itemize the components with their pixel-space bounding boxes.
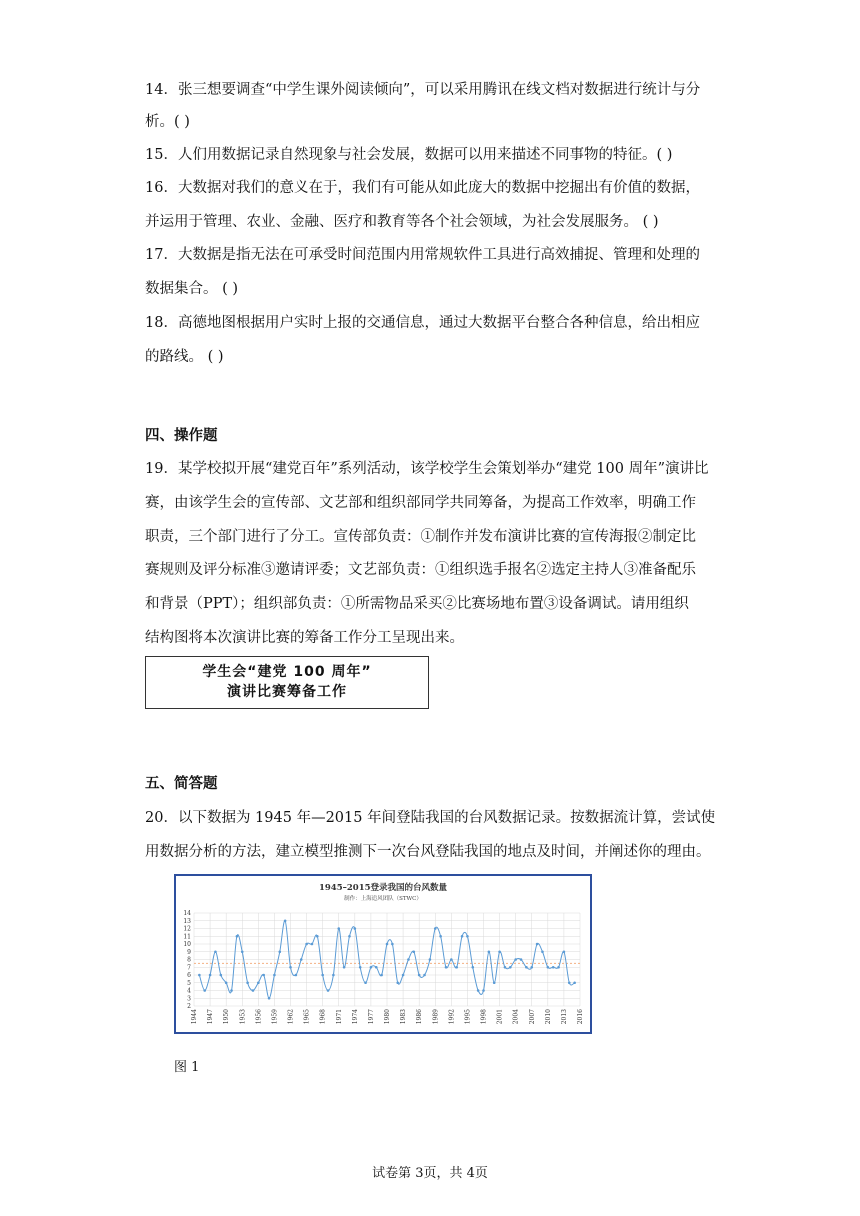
x-tick-label: 1989 [432, 1009, 440, 1025]
y-tick-label: 10 [183, 941, 191, 948]
x-tick-label: 1959 [271, 1009, 279, 1025]
question-18-line2: 的路线。 ( ) [145, 349, 224, 365]
data-point [300, 958, 303, 961]
data-point [321, 974, 324, 977]
data-point [396, 981, 399, 984]
x-tick-label: 1962 [287, 1009, 295, 1025]
data-point [262, 974, 265, 977]
data-point [434, 927, 437, 930]
org-chart-root-box [145, 656, 429, 709]
x-tick-label: 2004 [512, 1009, 520, 1025]
data-point [268, 997, 271, 1000]
data-point [439, 935, 442, 938]
question-19-line4: 赛规则及评分标准③邀请评委；文艺部负责：①组织选手报名②选定主持人③准备配乐 [145, 562, 696, 578]
data-point [536, 943, 539, 946]
chart-subtitle: 制作：上海追风团队（STWC） [344, 896, 422, 902]
section-heading-operation: 四、操作题 [145, 427, 218, 444]
data-point [348, 935, 351, 938]
data-point [563, 950, 566, 953]
data-point [461, 935, 464, 938]
data-point [471, 966, 474, 969]
data-point [257, 981, 260, 984]
data-point [343, 966, 346, 969]
data-point [198, 974, 201, 977]
x-tick-label: 1947 [207, 1009, 215, 1025]
x-tick-label: 2001 [496, 1009, 504, 1025]
x-tick-label: 2013 [560, 1009, 568, 1025]
question-20-line2: 用数据分析的方法，建立模型推测下一次台风登陆我国的地点及时间，并阐述你的理由。 [145, 844, 711, 860]
data-point [278, 950, 281, 953]
x-tick-label: 1965 [303, 1009, 311, 1025]
data-point [391, 943, 394, 946]
data-point [423, 974, 426, 977]
question-17-line1: 17．大数据是指无法在可承受时间范围内用常规软件工具进行高效捕捉、管理和处理的 [145, 247, 700, 263]
x-tick-label: 1968 [319, 1009, 327, 1025]
y-tick-label: 8 [187, 956, 191, 964]
x-tick-label: 1980 [384, 1009, 391, 1025]
chart-title: 1945–2015登录我国的台风数量 [318, 883, 448, 893]
typhoon-chart-frame [174, 874, 592, 1034]
x-tick-label: 1983 [400, 1009, 408, 1025]
x-tick-label: 1956 [255, 1009, 263, 1025]
data-point [488, 950, 491, 953]
data-point [220, 974, 223, 977]
y-tick-label: 5 [187, 979, 191, 987]
data-point [455, 966, 458, 969]
data-point [375, 966, 378, 969]
data-point [498, 950, 501, 953]
data-point [230, 989, 233, 992]
x-tick-label: 2016 [577, 1009, 584, 1025]
data-point [203, 989, 206, 992]
x-tick-label: 1998 [480, 1009, 488, 1025]
data-point [225, 981, 228, 984]
data-point [504, 966, 507, 969]
y-tick-label: 11 [183, 933, 191, 941]
data-point [568, 981, 571, 984]
data-point [520, 958, 523, 961]
y-tick-label: 6 [187, 972, 191, 979]
data-point [380, 974, 383, 977]
x-tick-label: 1977 [367, 1009, 375, 1025]
data-point [354, 927, 357, 930]
data-point [557, 966, 560, 969]
question-19-line2: 赛，由该学生会的宣传部、文艺部和组织部同学共同筹备，为提高工作效率，明确工作 [145, 495, 696, 511]
x-tick-label: 1950 [223, 1009, 231, 1025]
data-point [573, 981, 576, 984]
data-point [289, 966, 292, 969]
data-point [509, 966, 512, 969]
data-point [359, 966, 362, 969]
data-point [445, 966, 448, 969]
x-tick-label: 1995 [464, 1009, 472, 1025]
data-point [407, 958, 410, 961]
y-tick-label: 13 [183, 917, 191, 925]
data-point [525, 966, 528, 969]
y-tick-label: 2 [187, 1003, 191, 1010]
question-19-line5: 和背景（PPT）；组织部负责：①所需物品采买②比赛场地布置③设备调试。请用组织 [145, 596, 689, 612]
x-tick-label: 1953 [239, 1009, 247, 1025]
org-box-title-line1: 学生会“建党 100 周年” [202, 664, 372, 680]
data-point [246, 981, 249, 984]
data-point [541, 950, 544, 953]
data-point [386, 943, 389, 946]
y-tick-label: 4 [187, 987, 191, 995]
data-point [450, 958, 453, 961]
data-point [429, 958, 432, 961]
y-tick-label: 14 [183, 910, 191, 917]
data-point [514, 958, 517, 961]
question-20-line1: 20．以下数据为 1945 年—2015 年间登陆我国的台风数据记录。按数据流计算，尝试使 [145, 810, 716, 826]
question-19-line3: 职责，三个部门进行了分工。宣传部负责：①制作并发布演讲比赛的宣传海报②制定比 [145, 529, 696, 545]
data-point [327, 989, 330, 992]
data-point [552, 966, 555, 969]
y-tick-label: 7 [187, 964, 191, 972]
data-point [252, 989, 255, 992]
data-point [311, 943, 314, 946]
section-heading-short-answer: 五、简答题 [145, 775, 218, 792]
page-footer: 试卷第 3页，共 4页 [372, 1166, 488, 1181]
question-19-line1: 19．某学校拟开展“建党百年”系列活动，该学校学生会策划举办“建党 100 周年”演讲比 [145, 461, 709, 477]
data-point [477, 989, 480, 992]
data-point [547, 966, 550, 969]
question-18-line1: 18．高德地图根据用户实时上报的交通信息，通过大数据平台整合各种信息，给出相应 [145, 315, 700, 331]
y-tick-label: 3 [187, 995, 191, 1003]
data-point [332, 974, 335, 977]
y-tick-label: 9 [187, 948, 191, 956]
question-14-line1: 14．张三想要调查“中学生课外阅读倾向”，可以采用腾讯在线文档对数据进行统计与分 [145, 82, 701, 98]
data-point [493, 981, 496, 984]
question-15: 15．人们用数据记录自然现象与社会发展，数据可以用来描述不同事物的特征。( ) [145, 147, 673, 163]
org-box-title-line2: 演讲比赛筹备工作 [227, 684, 347, 700]
question-19-line6: 结构图将本次演讲比赛的筹备工作分工呈现出来。 [145, 630, 464, 646]
data-point [236, 935, 239, 938]
x-tick-label: 2007 [528, 1009, 536, 1025]
data-point [370, 966, 373, 969]
data-point [241, 950, 244, 953]
data-point [413, 950, 416, 953]
typhoon-line-chart [176, 876, 590, 1032]
question-17-line2: 数据集合。 ( ) [145, 281, 239, 297]
data-point [466, 935, 469, 938]
question-16-line2: 并运用于管理、农业、金融、医疗和教育等各个社会领域，为社会发展服务。 ( ) [145, 214, 659, 230]
question-14-line2: 析。( ) [145, 114, 190, 130]
data-point [214, 950, 217, 953]
data-point [482, 989, 485, 992]
data-point [305, 943, 308, 946]
data-point [337, 927, 340, 930]
data-point [273, 974, 276, 977]
data-point [284, 919, 287, 922]
x-tick-label: 2010 [544, 1009, 552, 1025]
data-point [418, 974, 421, 977]
data-point [316, 935, 319, 938]
x-tick-label: 1971 [335, 1009, 343, 1025]
y-tick-label: 12 [183, 925, 191, 933]
data-point [364, 981, 367, 984]
x-tick-label: 1992 [448, 1009, 456, 1025]
figure-caption: 图 1 [174, 1060, 200, 1075]
data-point [209, 974, 212, 977]
x-tick-label: 1974 [351, 1009, 359, 1025]
data-point [530, 966, 533, 969]
question-16-line1: 16．大数据对我们的意义在于，我们有可能从如此庞大的数据中挖掘出有价值的数据， [145, 180, 700, 196]
x-tick-label: 1944 [191, 1009, 198, 1025]
data-point [295, 974, 298, 977]
data-point [402, 974, 405, 977]
x-tick-label: 1986 [416, 1009, 424, 1025]
